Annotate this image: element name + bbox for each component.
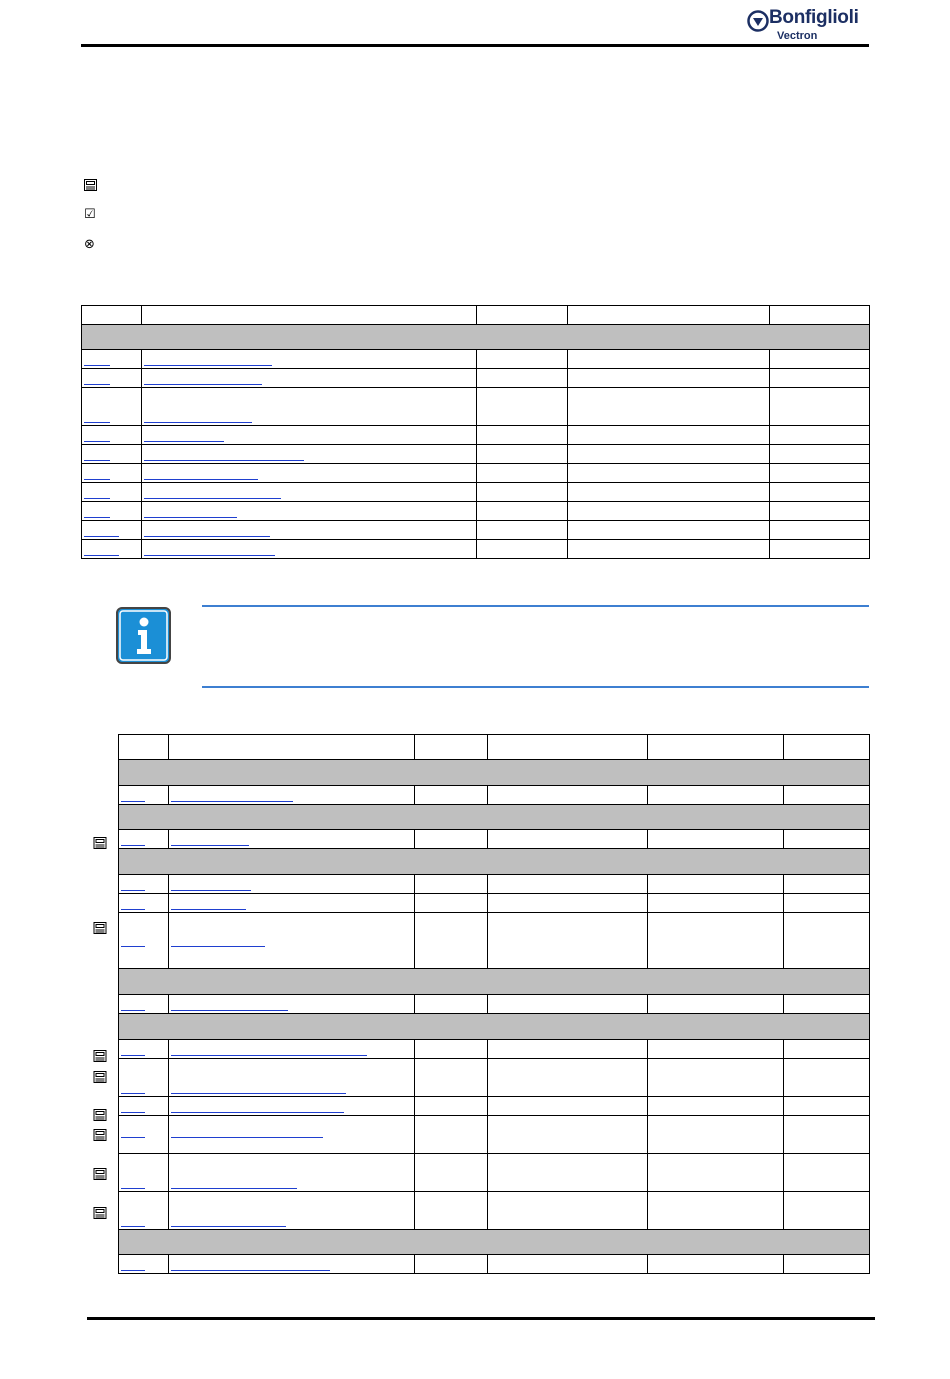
table-row (119, 1116, 870, 1154)
table-row (119, 1154, 870, 1192)
table-row (82, 350, 870, 369)
table-row (82, 445, 870, 464)
table-group-row (119, 969, 870, 995)
table-group-row (82, 325, 870, 350)
table-row (82, 388, 870, 426)
info-icon (116, 607, 170, 663)
table-row (119, 875, 870, 894)
table-row (119, 913, 870, 969)
table-row (119, 1255, 870, 1274)
table-group-row (119, 805, 870, 830)
save-icon (93, 1109, 108, 1122)
table-row (82, 483, 870, 502)
table-row (82, 540, 870, 559)
logo-mark-icon (747, 10, 769, 32)
note-top-rule (202, 605, 869, 607)
brand-logo (747, 6, 871, 44)
table-header-row (82, 306, 870, 325)
checkbox-checked-icon: ☑ (84, 207, 96, 222)
table-row (119, 1059, 870, 1097)
brand-sub: Vectron (777, 30, 818, 42)
save-icon (93, 922, 108, 935)
save-icon (93, 1207, 108, 1220)
brand-name: Bonfiglioli (769, 7, 859, 28)
footer-rule (87, 1317, 875, 1320)
table-row (82, 521, 870, 540)
save-icon (84, 179, 98, 192)
parameter-table-2 (118, 734, 870, 1274)
save-icon (93, 837, 108, 850)
table-row (82, 464, 870, 483)
table-group-row (119, 849, 870, 875)
table-header-row (119, 735, 870, 760)
save-icon (93, 1168, 108, 1181)
table-row (119, 995, 870, 1014)
table-row (119, 830, 870, 849)
save-icon (93, 1050, 108, 1063)
table-row (82, 426, 870, 445)
table-row (119, 786, 870, 805)
legend-item-save (84, 179, 98, 197)
table-row (119, 1040, 870, 1059)
table-row (82, 369, 870, 388)
table-group-row (119, 760, 870, 786)
note-bottom-rule (202, 686, 869, 688)
save-icon (93, 1129, 108, 1142)
circle-x-icon: ⊗ (84, 237, 95, 252)
save-icon (93, 1071, 108, 1084)
table-group-row (119, 1230, 870, 1255)
table-row (119, 1097, 870, 1116)
table-row (119, 894, 870, 913)
parameter-table-1 (81, 305, 870, 559)
header-rule (81, 44, 869, 47)
table-row (82, 502, 870, 521)
table-group-row (119, 1014, 870, 1040)
table-row (119, 1192, 870, 1230)
